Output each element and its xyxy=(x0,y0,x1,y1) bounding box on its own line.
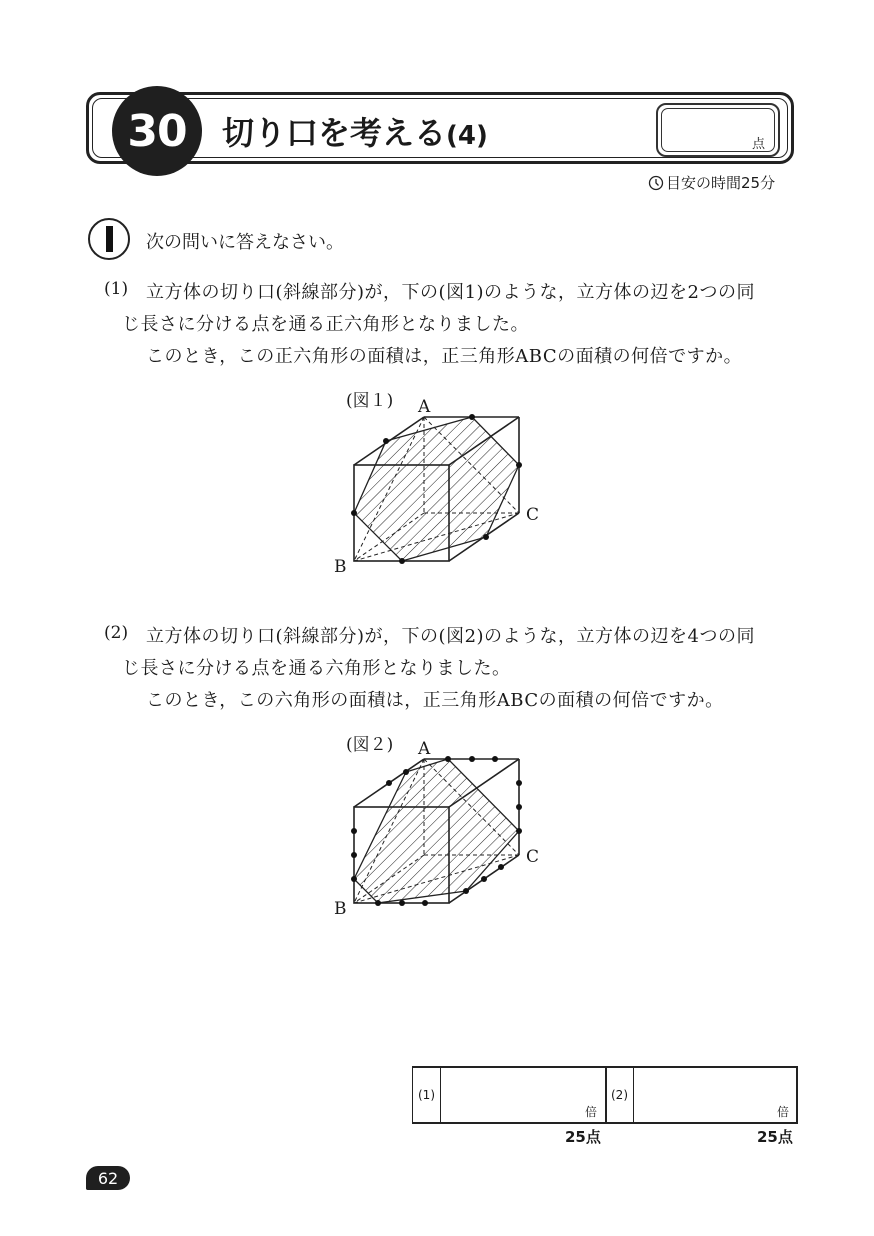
page-title-paren: (4) xyxy=(446,121,488,151)
answer-2-label: (2) xyxy=(611,1088,628,1102)
figure-1-hexagon-section xyxy=(354,417,519,561)
question-1-line-1: 立方体の切り口(斜線部分)が，下の(図1)のような，立方体の辺を2つの同 xyxy=(146,282,755,303)
answer-1-unit: 倍 xyxy=(585,1105,598,1119)
answer-1-points: 25点 xyxy=(565,1128,601,1146)
figure-2-label: (図２) xyxy=(346,735,394,755)
page-title-text: 切り口を考える xyxy=(222,114,447,152)
figure-2-point-a: A xyxy=(418,739,431,759)
answer-2-points: 25点 xyxy=(757,1128,793,1146)
figure-1-point-b: B xyxy=(334,557,347,577)
question-1-line-2: じ長さに分ける点を通る正六角形となりました。 xyxy=(122,314,529,335)
figure-1-label: (図１) xyxy=(346,391,394,411)
score-unit: 点 xyxy=(752,137,766,152)
page-number: 62 xyxy=(86,1166,130,1190)
answer-table-divider-3 xyxy=(633,1066,634,1124)
figure-2-point-b: B xyxy=(334,899,347,919)
figure-1-point-a: A xyxy=(418,397,431,417)
answer-table-border-left xyxy=(412,1066,413,1124)
time-guide-text: 目安の時間25分 xyxy=(666,174,776,192)
answer-2-field[interactable] xyxy=(635,1068,795,1122)
figure-1-diagram xyxy=(340,400,540,575)
unit-number-badge: 30 xyxy=(112,86,202,176)
answer-table-divider-1 xyxy=(440,1066,441,1124)
section-mark xyxy=(88,218,130,260)
page-title xyxy=(222,108,488,154)
answer-2-unit: 倍 xyxy=(777,1105,790,1119)
section-mark-bar xyxy=(106,226,113,252)
time-guide xyxy=(648,172,775,193)
question-2-line-3: このとき，この六角形の面積は，正三角形ABCの面積の何倍ですか。 xyxy=(146,690,724,711)
answer-1-field[interactable] xyxy=(442,1068,604,1122)
section-instruction: 次の問いに答えなさい。 xyxy=(146,232,344,253)
question-1-line-3: このとき，この正六角形の面積は，正三角形ABCの面積の何倍ですか。 xyxy=(146,346,743,367)
figure-2-point-c: C xyxy=(526,847,540,867)
question-1-number: (1) xyxy=(104,279,129,299)
question-2-line-1: 立方体の切り口(斜線部分)が，下の(図2)のような，立方体の辺を4つの同 xyxy=(146,626,755,647)
answer-table-border-right xyxy=(796,1066,798,1124)
question-2-line-2: じ長さに分ける点を通る六角形となりました。 xyxy=(122,658,511,679)
figure-2-diagram xyxy=(340,745,540,920)
figure-1-point-c: C xyxy=(526,505,540,525)
question-2-number: (2) xyxy=(104,623,129,643)
answer-1-label: (1) xyxy=(418,1088,435,1102)
figure-2-hexagon-section xyxy=(354,759,519,903)
answer-table-divider-2 xyxy=(605,1066,607,1124)
clock-icon xyxy=(648,175,664,191)
